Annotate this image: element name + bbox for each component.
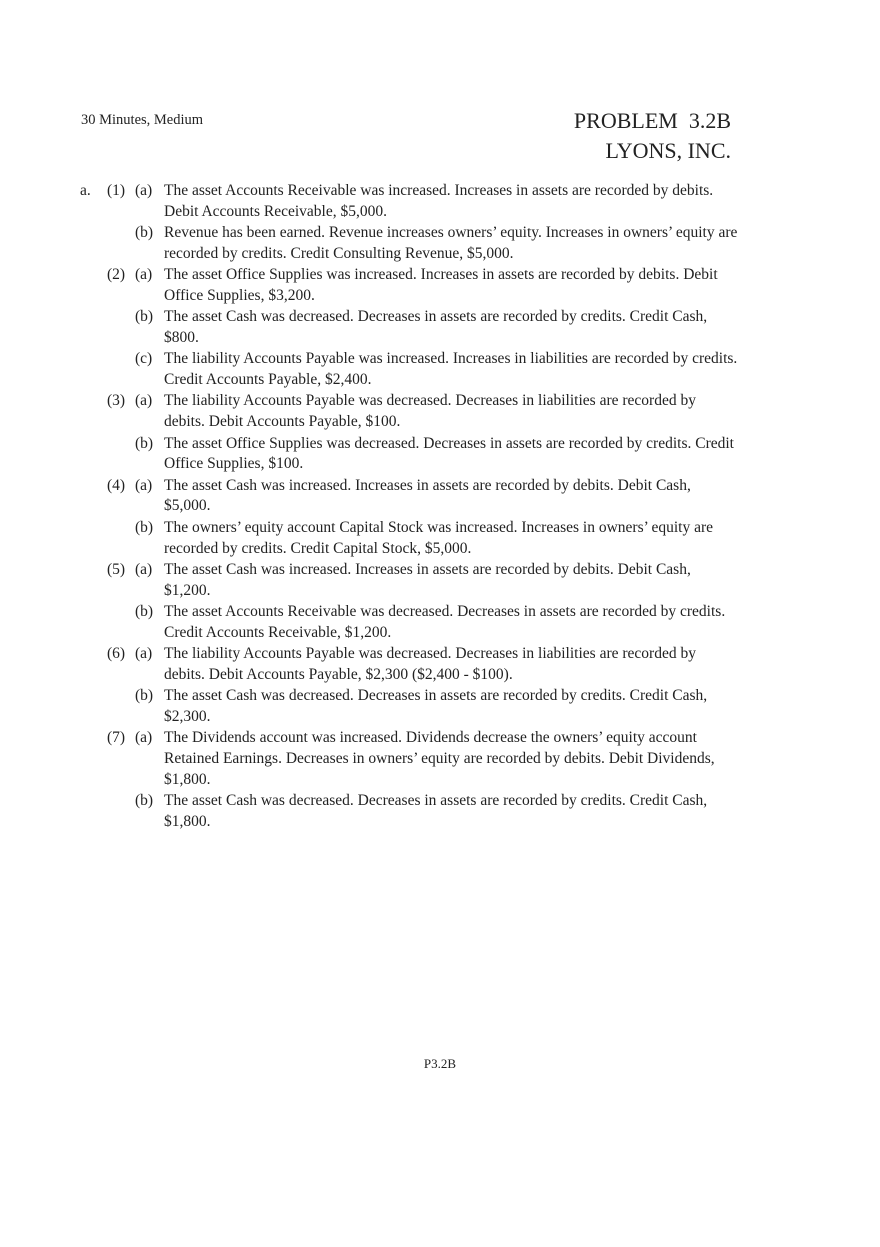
entry-text: The asset Office Supplies was increased. Increases in assets are recorded by debits. Debit Office Supplies, $3,200. — [164, 266, 718, 304]
entry-text: The asset Cash was decreased. Decreases in assets are recorded by credits. Credit Cash, $800. — [164, 308, 708, 347]
entry-text: The Dividends account was increased. Dividends decrease the owners’ equity account Retained Earnings. Decreases in owners’ equity are recorded by debits. Debit Dividends, $1,800. — [164, 729, 715, 788]
entry-text: The liability Accounts Payable was decreased. Decreases in liabilities are recorded by debits. Debit Accounts Payable, $2,300 ($2,400 - $100). — [164, 645, 696, 683]
entry-text: The asset Cash was decreased. Decreases in assets are recorded by credits. Credit Cash, $1,800. — [164, 792, 708, 830]
sub-label: (c) — [135, 350, 153, 368]
transaction-number: (4) — [107, 476, 126, 494]
sub-label: (b) — [135, 602, 154, 620]
page-footer: P3.2B — [423, 1056, 457, 1071]
part-label: a. — [80, 182, 91, 199]
solution-entry — [80, 223, 740, 265]
transaction-number: (6) — [107, 645, 126, 663]
solution-entry — [80, 434, 740, 476]
entry-text: The liability Accounts Payable was decreased. Decreases in liabilities are recorded by debits. Debit Accounts Payable, $100. — [164, 392, 696, 431]
sub-label: (a) — [135, 392, 153, 410]
time-difficulty: 30 Minutes, Medium — [81, 112, 204, 128]
sub-label: (b) — [135, 518, 154, 536]
sub-label: (a) — [135, 476, 153, 494]
sub-label: (b) — [135, 308, 154, 326]
title-block — [460, 106, 731, 166]
entry-text: The asset Cash was decreased. Decreases in assets are recorded by credits. Credit Cash, $2,300. — [164, 687, 708, 725]
solution-entry — [80, 307, 740, 349]
entry-text: The asset Accounts Receivable was decreased. Decreases in assets are recorded by credits. Credit Accounts Receivable, $1,200. — [164, 602, 726, 641]
entry-text: Revenue has been earned. Revenue increases owners’ equity. Increases in owners’ equity are recorded by credits. Credit Consulting Revenue, $5,000. — [164, 224, 738, 262]
sub-label: (b) — [135, 434, 154, 452]
solution-entry — [80, 686, 740, 728]
solution-entry — [80, 476, 740, 518]
sub-label: (b) — [135, 224, 154, 242]
entry-text: The asset Office Supplies was decreased. Decreases in assets are recorded by credits. Credit Office Supplies, $100. — [164, 434, 734, 473]
transaction-number: (5) — [107, 560, 126, 578]
sub-label: (a) — [135, 645, 153, 663]
entry-text: The asset Cash was increased. Increases in assets are recorded by debits. Debit Cash, $5,000. — [164, 476, 691, 515]
solution-entry — [80, 265, 740, 307]
transaction-number: (2) — [107, 266, 126, 284]
entry-text: The liability Accounts Payable was increased. Increases in liabilities are recorded by credits. Credit Accounts Payable, $2,400. — [164, 350, 738, 389]
solution-entry — [80, 644, 740, 686]
sub-label: (a) — [135, 266, 153, 284]
entry-text: The owners’ equity account Capital Stock was increased. Increases in owners’ equity are recorded by credits. Credit Capital Stock, $5,000. — [164, 518, 714, 557]
sub-label: (a) — [135, 182, 153, 199]
transaction-number: (7) — [107, 729, 126, 747]
solution-entry — [80, 349, 740, 391]
entry-text: The asset Accounts Receivable was increased. Increases in assets are recorded by debits. Debit Accounts Receivable, $5,000. — [164, 182, 714, 220]
sub-label: (a) — [135, 560, 153, 578]
company-name: LYONS, INC. — [605, 138, 731, 163]
sub-label: (b) — [135, 792, 154, 810]
transaction-number: (1) — [107, 182, 126, 199]
solution-entry — [80, 391, 740, 433]
sub-label: (b) — [135, 687, 154, 705]
solution-entry — [80, 560, 740, 602]
sub-label: (a) — [135, 729, 153, 747]
solution-entry — [80, 791, 740, 833]
solution-entry — [80, 518, 740, 560]
problem-title: PROBLEM 3.2B — [573, 108, 731, 133]
solution-list — [80, 181, 740, 833]
solution-entry — [80, 728, 740, 790]
solution-entry — [80, 602, 740, 644]
solution-entry — [80, 181, 740, 223]
transaction-number: (3) — [107, 392, 126, 410]
entry-text: The asset Cash was increased. Increases in assets are recorded by debits. Debit Cash, $1,200. — [164, 560, 691, 599]
